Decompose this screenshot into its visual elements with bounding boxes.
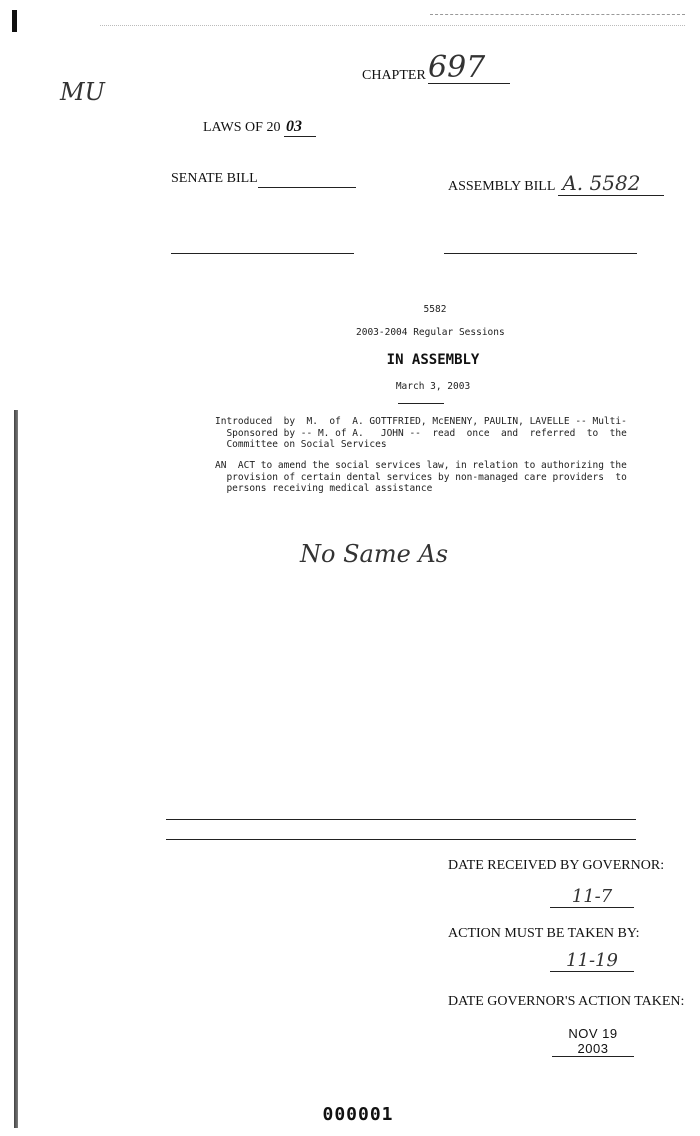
chapter-label: CHAPTER bbox=[362, 68, 426, 83]
scan-edge bbox=[14, 410, 18, 1128]
introduced-date: March 3, 2003 bbox=[395, 381, 471, 392]
act-line: provision of certain dental services by non-managed care providers to bbox=[215, 471, 627, 483]
laws-of-line bbox=[203, 118, 316, 137]
introduction-paragraph bbox=[215, 416, 655, 451]
date-received-label: DATE RECEIVED BY GOVERNOR: bbox=[448, 858, 665, 873]
intro-line: Sponsored by -- M. of A. JOHN -- read once and referred to the bbox=[215, 427, 627, 439]
senate-bill-label: SENATE BILL bbox=[171, 171, 258, 186]
session: 2003-2004 Regular Sessions bbox=[356, 327, 505, 338]
page-number: 000001 bbox=[322, 1104, 394, 1125]
divider bbox=[171, 253, 354, 254]
laws-year: 03 bbox=[284, 118, 316, 137]
handwritten-note: No Same As bbox=[300, 540, 449, 568]
assembly-bill-label: ASSEMBLY BILL bbox=[448, 179, 555, 194]
handwritten-initials: MU bbox=[60, 78, 105, 106]
act-line: AN ACT to amend the social services law, in relation to authorizing the bbox=[215, 460, 627, 471]
chapter-underline bbox=[428, 83, 510, 84]
assembly-bill-line bbox=[448, 171, 664, 196]
laws-label: LAWS OF 20 bbox=[203, 120, 281, 135]
scan-mark bbox=[12, 10, 17, 32]
act-paragraph bbox=[215, 460, 655, 495]
divider bbox=[166, 839, 636, 840]
intro-line: Committee on Social Services bbox=[215, 439, 387, 450]
intro-line: Introduced by M. of A. GOTTFRIED, McENENY, PAULIN, LAVELLE -- Multi- bbox=[215, 416, 627, 427]
action-deadline-value: 11-19 bbox=[550, 950, 634, 972]
date-divider bbox=[398, 403, 444, 404]
chapter-number: 697 bbox=[428, 50, 486, 85]
senate-bill-line bbox=[171, 171, 356, 188]
scan-line bbox=[430, 14, 685, 15]
divider bbox=[166, 819, 636, 820]
date-received-value: 11-7 bbox=[550, 886, 634, 908]
action-taken-stamp: NOV 19 2003 bbox=[552, 1026, 634, 1057]
action-deadline-label: ACTION MUST BE TAKEN BY: bbox=[448, 926, 640, 941]
action-taken-label: DATE GOVERNOR'S ACTION TAKEN: bbox=[448, 994, 685, 1009]
divider bbox=[444, 253, 637, 254]
assembly-bill-number: A. 5582 bbox=[558, 171, 664, 196]
senate-bill-blank bbox=[258, 171, 356, 188]
bill-number: 5582 bbox=[423, 304, 447, 315]
house-heading: IN ASSEMBLY bbox=[386, 352, 480, 368]
act-line: persons receiving medical assistance bbox=[215, 483, 433, 494]
scan-line bbox=[100, 25, 685, 26]
